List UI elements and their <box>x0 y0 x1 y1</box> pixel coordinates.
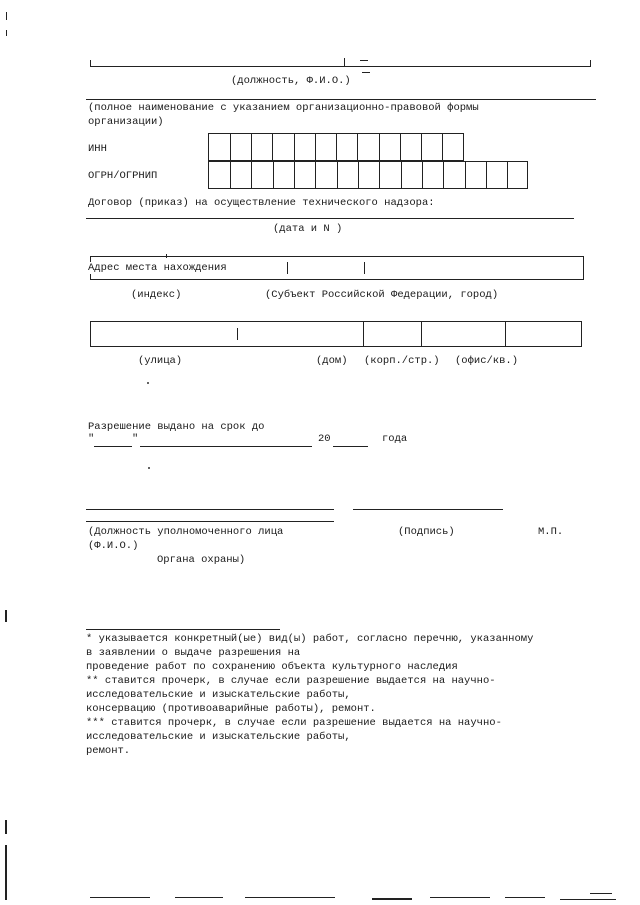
region-caption: (Субъект Российской Федерации, город) <box>265 289 499 301</box>
organization-line <box>86 99 596 100</box>
building-caption: (корп./стр.) <box>364 355 440 367</box>
inn-label: ИНН <box>88 143 107 155</box>
speck <box>147 382 149 384</box>
footnote-line: * указывается конкретный(ые) вид(ы) работ, согласно перечню, указанному <box>86 633 534 645</box>
footnote-line: ** ставится прочерк, в случае если разрешение выдается на научно- <box>86 675 496 687</box>
signature-position-caption-line2: (Ф.И.О.) <box>88 540 139 552</box>
permit-quote-open: " <box>88 433 95 445</box>
scan-artifact-line <box>560 899 616 900</box>
permit-year-prefix: 20 <box>318 433 331 445</box>
footnote-line: *** ставится прочерк, в случае если разрешение выдается на научно- <box>86 717 502 729</box>
margin-mark <box>5 610 7 622</box>
permit-label: Разрешение выдано на срок до <box>88 421 265 433</box>
street-field[interactable] <box>90 321 582 347</box>
speck <box>148 467 150 469</box>
house-caption: (дом) <box>316 355 348 367</box>
scan-artifact-line <box>430 897 490 898</box>
scan-artifact-line <box>175 897 223 898</box>
address-label: Адрес места нахождения <box>88 262 227 274</box>
scan-artifact-line <box>245 897 335 898</box>
margin-mark <box>6 30 7 36</box>
permit-year-line[interactable] <box>333 446 368 447</box>
signature-position-underline <box>86 521 334 522</box>
footnote-separator <box>86 629 280 630</box>
position-line-dash <box>360 60 368 61</box>
stamp-label: М.П. <box>538 526 564 538</box>
permit-month-line[interactable] <box>140 446 312 447</box>
margin-mark <box>5 820 7 834</box>
footnote-line: ремонт. <box>86 745 131 757</box>
footnote-line: консервацию (противоаварийные работы), ремонт. <box>86 703 376 715</box>
scan-artifact-line <box>505 897 545 898</box>
position-line-tick <box>90 60 91 67</box>
footnote-line: исследовательские и изыскательские работы, <box>86 731 351 743</box>
address-divider <box>364 262 365 274</box>
scan-artifact-line <box>90 897 150 898</box>
margin-mark <box>5 845 7 900</box>
street-divider <box>237 328 238 340</box>
contract-caption: (дата и N ) <box>273 223 343 235</box>
organization-caption-line1: (полное наименование с указанием организационно-правовой формы <box>88 102 479 114</box>
scan-artifact-line <box>372 898 412 900</box>
contract-label: Договор (приказ) на осуществление технического надзора: <box>88 197 435 209</box>
ogrn-label: ОГРН/ОГРНИП <box>88 170 158 182</box>
permit-day-line[interactable] <box>94 446 132 447</box>
ogrn-field[interactable] <box>208 161 528 189</box>
position-caption: (должность, Ф.И.О.) <box>231 75 351 87</box>
office-caption: (офис/кв.) <box>455 355 519 367</box>
footnote-line: исследовательские и изыскательские работы, <box>86 689 351 701</box>
organization-caption-line2: организации) <box>88 116 164 128</box>
signature-caption: (Подпись) <box>398 526 455 538</box>
position-line-dash <box>362 72 370 73</box>
margin-mark <box>6 12 7 20</box>
scan-artifact-line <box>590 893 612 894</box>
footnote-line: проведение работ по сохранению объекта культурного наследия <box>86 661 458 673</box>
signature-position-line <box>86 509 334 510</box>
signature-position-caption-line3: Органа охраны) <box>157 554 246 566</box>
permit-quote-close: " <box>132 433 139 445</box>
contract-line <box>86 218 574 219</box>
index-caption: (индекс) <box>131 289 182 301</box>
inn-field[interactable] <box>208 133 464 161</box>
position-line <box>90 66 590 67</box>
signature-position-caption-line1: (Должность уполномоченного лица <box>88 526 284 538</box>
signature-line[interactable] <box>353 509 503 510</box>
street-caption: (улица) <box>138 355 183 367</box>
address-divider <box>166 254 167 258</box>
permit-year-suffix: года <box>382 433 408 445</box>
address-divider <box>287 262 288 274</box>
footnote-line: в заявлении о выдаче разрешения на <box>86 647 301 659</box>
position-line-tick <box>590 60 591 67</box>
position-line-tick <box>344 58 345 67</box>
